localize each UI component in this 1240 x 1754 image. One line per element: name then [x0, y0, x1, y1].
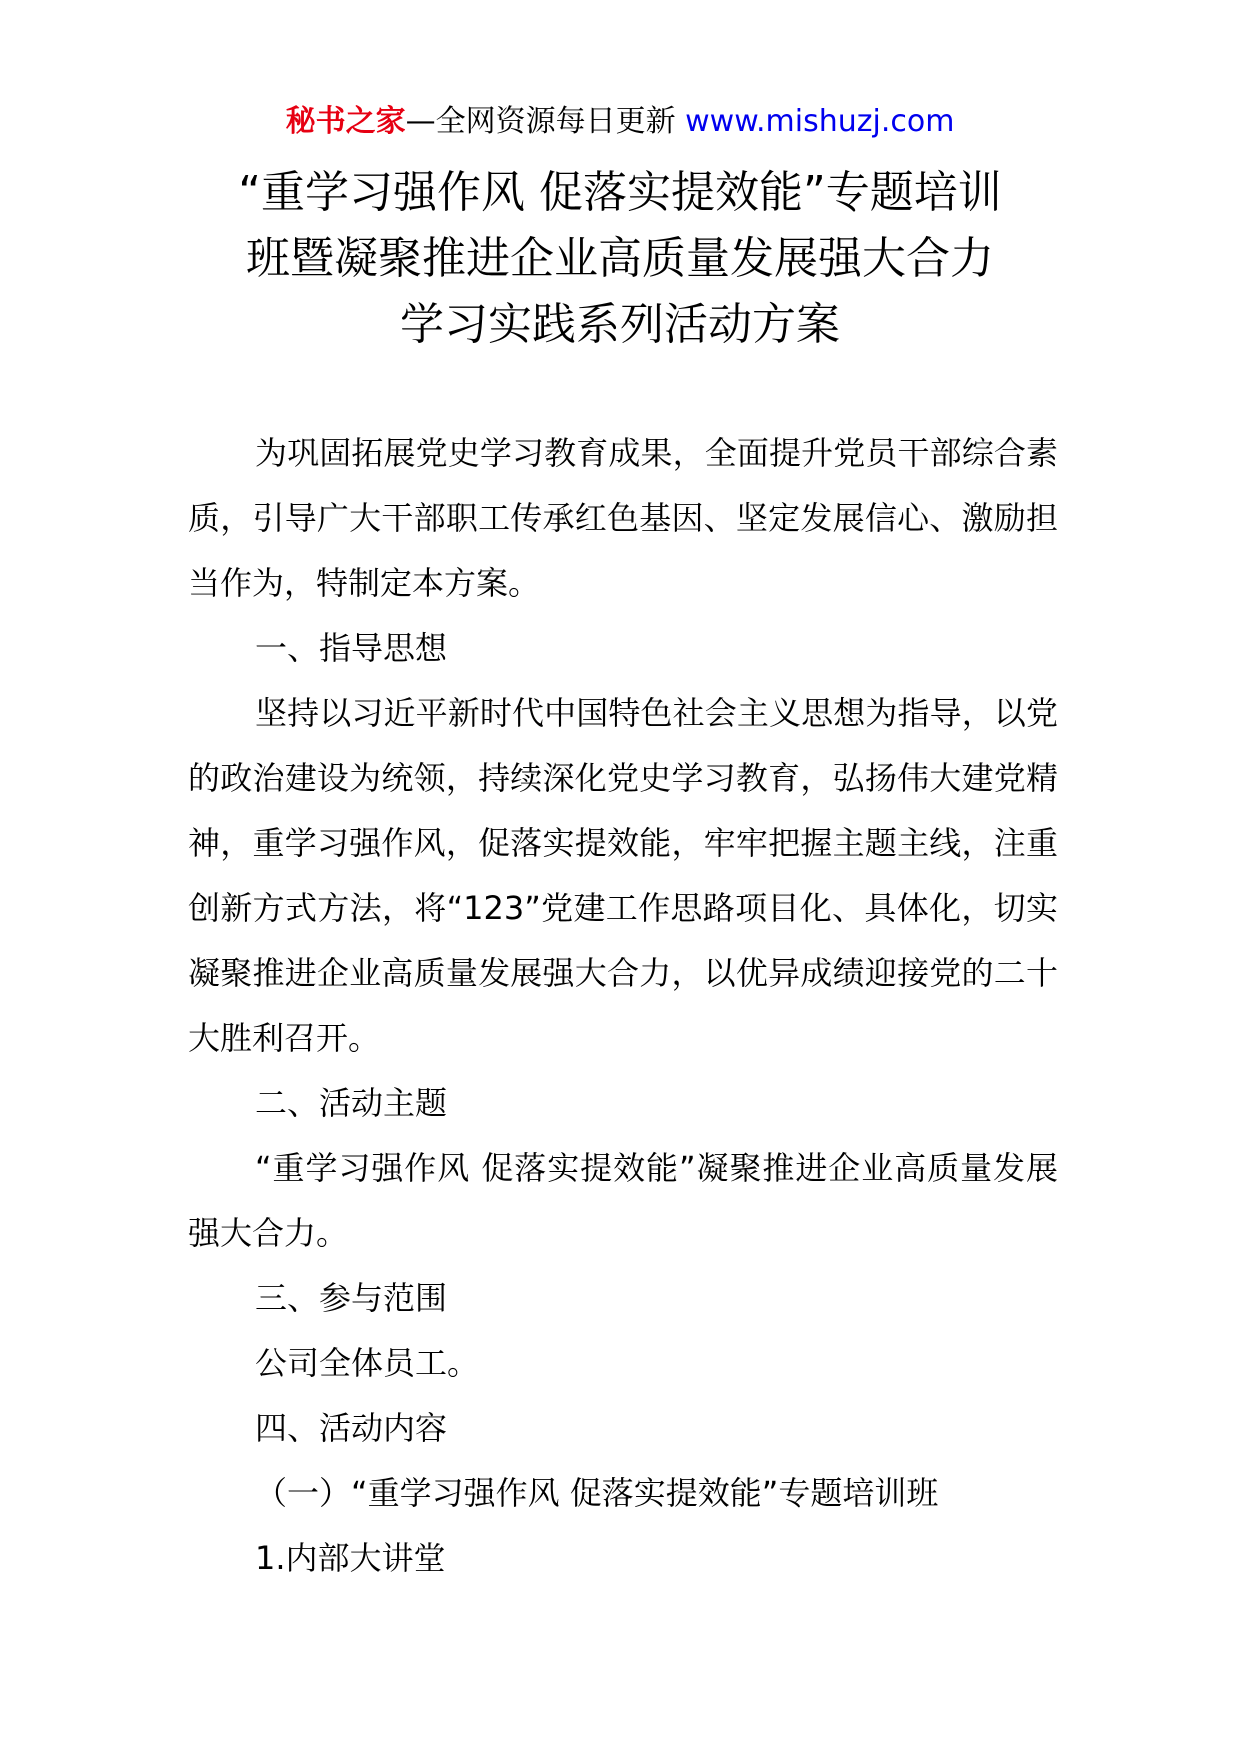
site-url-link[interactable]: www.mishuzj.com	[685, 104, 955, 139]
participation-scope-paragraph: 公司全体员工。	[255, 1344, 480, 1382]
brand-name: 秘书之家	[285, 104, 406, 139]
subsection-heading-training-class: （一）“重学习强作风 促落实提效能”专题培训班	[255, 1474, 939, 1512]
section-heading-activity-theme: 二、活动主题	[255, 1084, 448, 1122]
site-header	[0, 100, 1240, 144]
section-heading-participation-scope: 三、参与范围	[255, 1279, 448, 1317]
title-line-2: 班暨凝聚推进企业高质量发展强大合力	[246, 233, 994, 284]
section-heading-activity-content: 四、活动内容	[255, 1409, 448, 1447]
activity-theme-paragraph: “重学习强作风 促落实提效能”凝聚推进企业高质量发展强大合力。	[188, 1149, 1058, 1252]
header-slogan: —全网资源每日更新	[405, 104, 686, 139]
section-heading-guiding-ideology: 一、指导思想	[255, 629, 448, 667]
guiding-ideology-paragraph: 坚持以习近平新时代中国特色社会主义思想为指导，以党的政治建设为统领，持续深化党史学习教育，弘扬伟大建党精神，重学习强作风，促落实提效能，牢牢把握主题主线，注重创新方式方法，将“123”党建工作思路项目化、具体化，切实凝聚推进企业高质量发展强大合力，以优异成绩迎接党的二十大胜利召开。	[188, 694, 1058, 1057]
intro-paragraph: 为巩固拓展党史学习教育成果，全面提升党员干部综合素质，引导广大干部职工传承红色基因、坚定发展信心、激励担当作为，特制定本方案。	[188, 434, 1058, 602]
document-body	[188, 421, 1058, 1591]
title-line-1: “重学习强作风 促落实提效能”专题培训	[238, 167, 1002, 218]
document-title	[0, 160, 1240, 358]
title-line-3: 学习实践系列活动方案	[400, 299, 840, 350]
item-internal-lecture: 1.内部大讲堂	[255, 1539, 446, 1577]
